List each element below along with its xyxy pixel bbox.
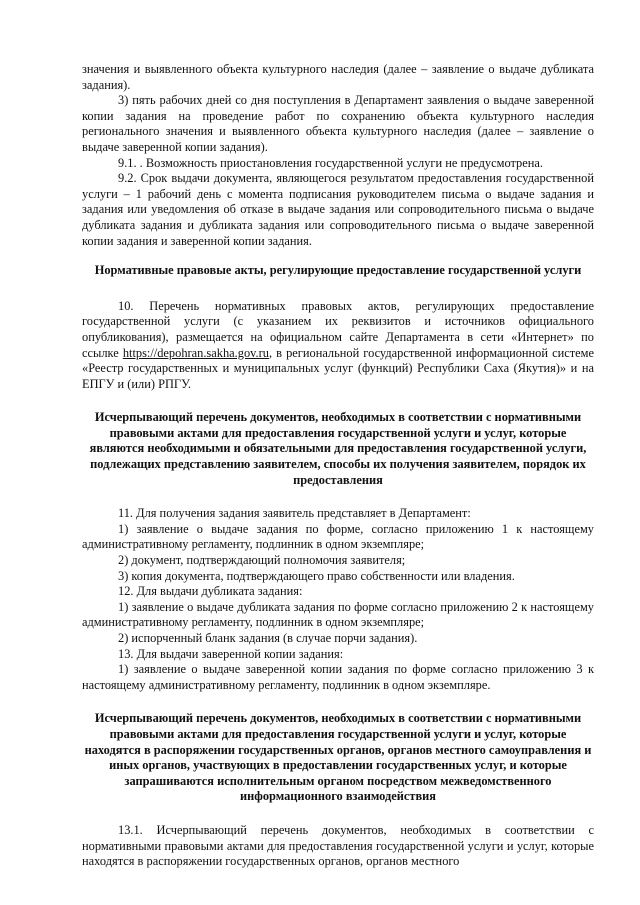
paragraph: 12. Для выдачи дубликата задания: [118, 584, 303, 599]
paragraph: 1) заявление о выдаче заверенной копии задания по форме согласно приложению 3 к настоящему административному регламенту, подлинник в одном экземпляре. [82, 662, 594, 692]
paragraph: 13. Для выдачи заверенной копии задания: [118, 646, 344, 661]
document-page [82, 62, 594, 870]
section-deadlines [82, 62, 594, 249]
paragraph: 1) заявление о выдаче дубликата задания по форме согласно приложению 2 к настоящему административному регламенту, подлинник в одном экземпляре; [82, 599, 594, 630]
paragraph: 2) испорченный бланк задания (в случае порчи задания). [118, 631, 418, 645]
paragraph: 2) документ, подтверждающий полномочия заявителя; [118, 553, 406, 568]
paragraph: 3) копия документа, подтверждающего право собственности или владения. [118, 568, 515, 583]
section-documents-list [82, 506, 594, 693]
paragraph: 9.2. Срок выдачи документа, являющегося результатом предоставления государственной услуги – 1 рабочий день с момента подписания руководителем письма о выдаче задания и задания или уведомления об отказе в выдаче задания или сопроводительного письма о выдаче дубликата задания и дубликата задания или сопроводительного письма о выдаче заверенной копии задания и заверенной копии задания. [82, 171, 594, 248]
paragraph: 3) пять рабочих дней со дня поступления в Департамент заявления о выдаче заверенной копии задания на проведение работ по сохранению объекта культурного наследия регионального значения и выявленного объекта культурного наследия (далее – заявление о выдаче заверенной копии задания). [82, 93, 594, 154]
paragraph: 13.1. Исчерпывающий перечень документов, необходимых в соответствии с нормативными правовыми актами для предоставления государственной услуги и услуг, которые находятся в распоряжении государственных органов, органов местного [82, 822, 594, 869]
paragraph: значения и выявленного объекта культурного наследия (далее – заявление о выдаче дубликата задания). [82, 62, 594, 92]
paragraph-10-text-end: , в региональной государственной информационной системе «Реестр государственных и муниципальных услуг (функций) Республики Саха (Якутия)» и на ЕПГУ и (или) РПГУ. [82, 345, 594, 391]
heading-interagency-documents: Исчерпывающий перечень документов, необходимых в соответствии с нормативными правовыми актами для предоставления государственной услуги и услуг, которые находятся в распоряжении государственных органов, органов местного самоуправления и иных органов, участвующих в предоставлении государственных услуг, и которые запрашиваются исполнительным органом посредством межведомственного информационного взаимодействия [84, 711, 592, 804]
section-interagency [82, 823, 594, 870]
heading-legal-acts: Нормативные правовые акты, регулирующие предоставление государственной услуги [94, 263, 582, 278]
paragraph: 11. Для получения задания заявитель представляет в Департамент: [118, 506, 471, 521]
paragraph: 9.1. . Возможность приостановления государственной услуги не предусмотрена. [118, 155, 543, 170]
heading-required-documents: Исчерпывающий перечень документов, необходимых в соответствии с нормативными правовыми актами для предоставления государственной услуги и услуг, которые являются необходимыми и обязательными для предоставления государственной услуги, подлежащих представлению заявителем, способы их получения заявителем, порядок их предоставления [89, 410, 587, 487]
paragraph: 1) заявление о выдаче задания по форме, согласно приложению 1 к настоящему административному регламенту, подлинник в одном экземпляре; [82, 521, 594, 552]
paragraph-10-text-start: 10. Перечень нормативных правовых актов, регулирующих предоставление государственной услуги (с указанием их реквизитов и источников официального опубликования), размещается на официальном сайте Департамента в сети «Интернет» по ссылке [82, 298, 594, 360]
department-website-link[interactable]: https://depohran.sakha.gov.ru [122, 345, 269, 360]
paragraph-10 [82, 299, 594, 393]
